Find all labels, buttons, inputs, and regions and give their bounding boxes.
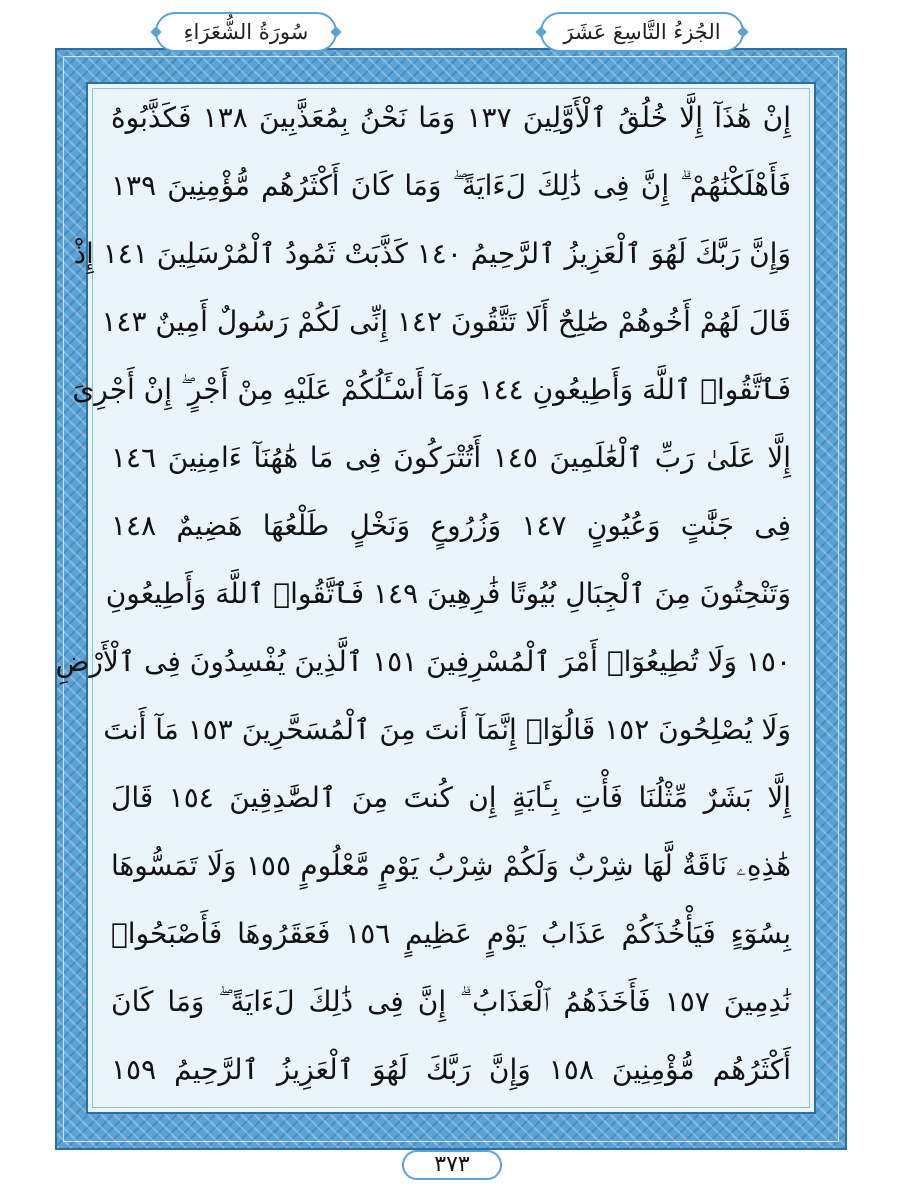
verse-line-7: فِى جَنَّٰتٍ وَعُيُونٍ ١٤٧ وَزُرُوعٍ وَنَخْلٍ طَلْعُهَا هَضِيمٌ ١٤٨ bbox=[111, 509, 791, 542]
verse-line-3: وَإِنَّ رَبَّكَ لَهُوَ ٱلْعَزِيزُ ٱلرَّحِيمُ ١٤٠ كَذَّبَتْ ثَمُودُ ٱلْمُرْسَلِينَ ١٤١ إِذْ bbox=[73, 237, 791, 270]
verse-line-4: قَالَ لَهُمْ أَخُوهُمْ صَٰلِحٌ أَلَا تَتَّقُونَ ١٤٢ إِنِّى لَكُمْ رَسُولٌ أَمِينٌ ١٤٣ bbox=[101, 305, 791, 338]
verse-line-1: إِنْ هَٰذَآ إِلَّا خُلُقُ ٱلْأَوَّلِينَ ١٣٧ وَمَا نَحْنُ بِمُعَذَّبِينَ ١٣٨ فَكَذَّبُوهُ bbox=[111, 101, 791, 134]
verse-line-8: وَتَنْحِتُونَ مِنَ ٱلْجِبَالِ بُيُوتًا فَٰرِهِينَ ١٤٩ فَٱتَّقُوا۟ ٱللَّهَ وَأَطِيعُونِ bbox=[105, 577, 791, 610]
verse-line-2: فَأَهْلَكْنَٰهُمْ ۗ إِنَّ فِى ذَٰلِكَ لَءَايَةً ۖ وَمَا كَانَ أَكْثَرُهُم مُّؤْمِنِينَ ١٣٩ bbox=[111, 169, 791, 202]
verse-line-13: بِسُوٓءٍ فَيَأْخُذَكُمْ عَذَابُ يَوْمٍ عَظِيمٍ ١٥٦ فَعَقَرُوهَا فَأَصْبَحُوا۟ bbox=[111, 917, 791, 950]
surah-header bbox=[155, 12, 337, 52]
verse-area bbox=[55, 82, 816, 1114]
verse-line-6: إِلَّا عَلَىٰ رَبِّ ٱلْعَٰلَمِينَ ١٤٥ أَتُتْرَكُونَ فِى مَا هَٰهُنَآ ءَامِنِينَ ١٤٦ bbox=[111, 441, 791, 474]
verse-line-9: ١٥٠ وَلَا تُطِيعُوٓا۟ أَمْرَ ٱلْمُسْرِفِينَ ١٥١ ٱلَّذِينَ يُفْسِدُونَ فِى ٱلْأَرْضِ bbox=[55, 645, 791, 678]
juz-header bbox=[540, 12, 744, 52]
verse-line-11: إِلَّا بَشَرٌ مِّثْلُنَا فَأْتِ بِـَٔايَةٍ إِن كُنتَ مِنَ ٱلصَّٰدِقِينَ ١٥٤ قَالَ bbox=[111, 781, 791, 814]
verse-line-14: نَٰدِمِينَ ١٥٧ فَأَخَذَهُمُ ٱلْعَذَابُ ۗ إِنَّ فِى ذَٰلِكَ لَءَايَةً ۖ وَمَا كَانَ bbox=[111, 985, 791, 1018]
juz-label: الجُزءُ التَّاسِعَ عَشَرَ bbox=[563, 20, 721, 44]
verse-line-5: فَٱتَّقُوا۟ ٱللَّهَ وَأَطِيعُونِ ١٤٤ وَمَآ أَسْـَٔلُكُمْ عَلَيْهِ مِنْ أَجْرٍ ۖ إِنْ أَجْرِىَ bbox=[72, 373, 791, 406]
verse-line-10: وَلَا يُصْلِحُونَ ١٥٢ قَالُوٓا۟ إِنَّمَآ أَنتَ مِنَ ٱلْمُسَحَّرِينَ ١٥٣ مَآ أَنتَ bbox=[103, 713, 791, 746]
page-number: ٣٧٣ bbox=[402, 1150, 502, 1180]
verse-line-15: أَكْثَرُهُم مُّؤْمِنِينَ ١٥٨ وَإِنَّ رَبَّكَ لَهُوَ ٱلْعَزِيزُ ٱلرَّحِيمُ ١٥٩ bbox=[111, 1053, 791, 1086]
verse-line-12: هَٰذِهِۦ نَاقَةٌ لَّهَا شِرْبٌ وَلَكُمْ شِرْبُ يَوْمٍ مَّعْلُومٍ ١٥٥ وَلَا تَمَسُّوهَا bbox=[111, 849, 792, 882]
surah-label: سُورَةُ الشُّعَرَاءِ bbox=[183, 20, 309, 44]
